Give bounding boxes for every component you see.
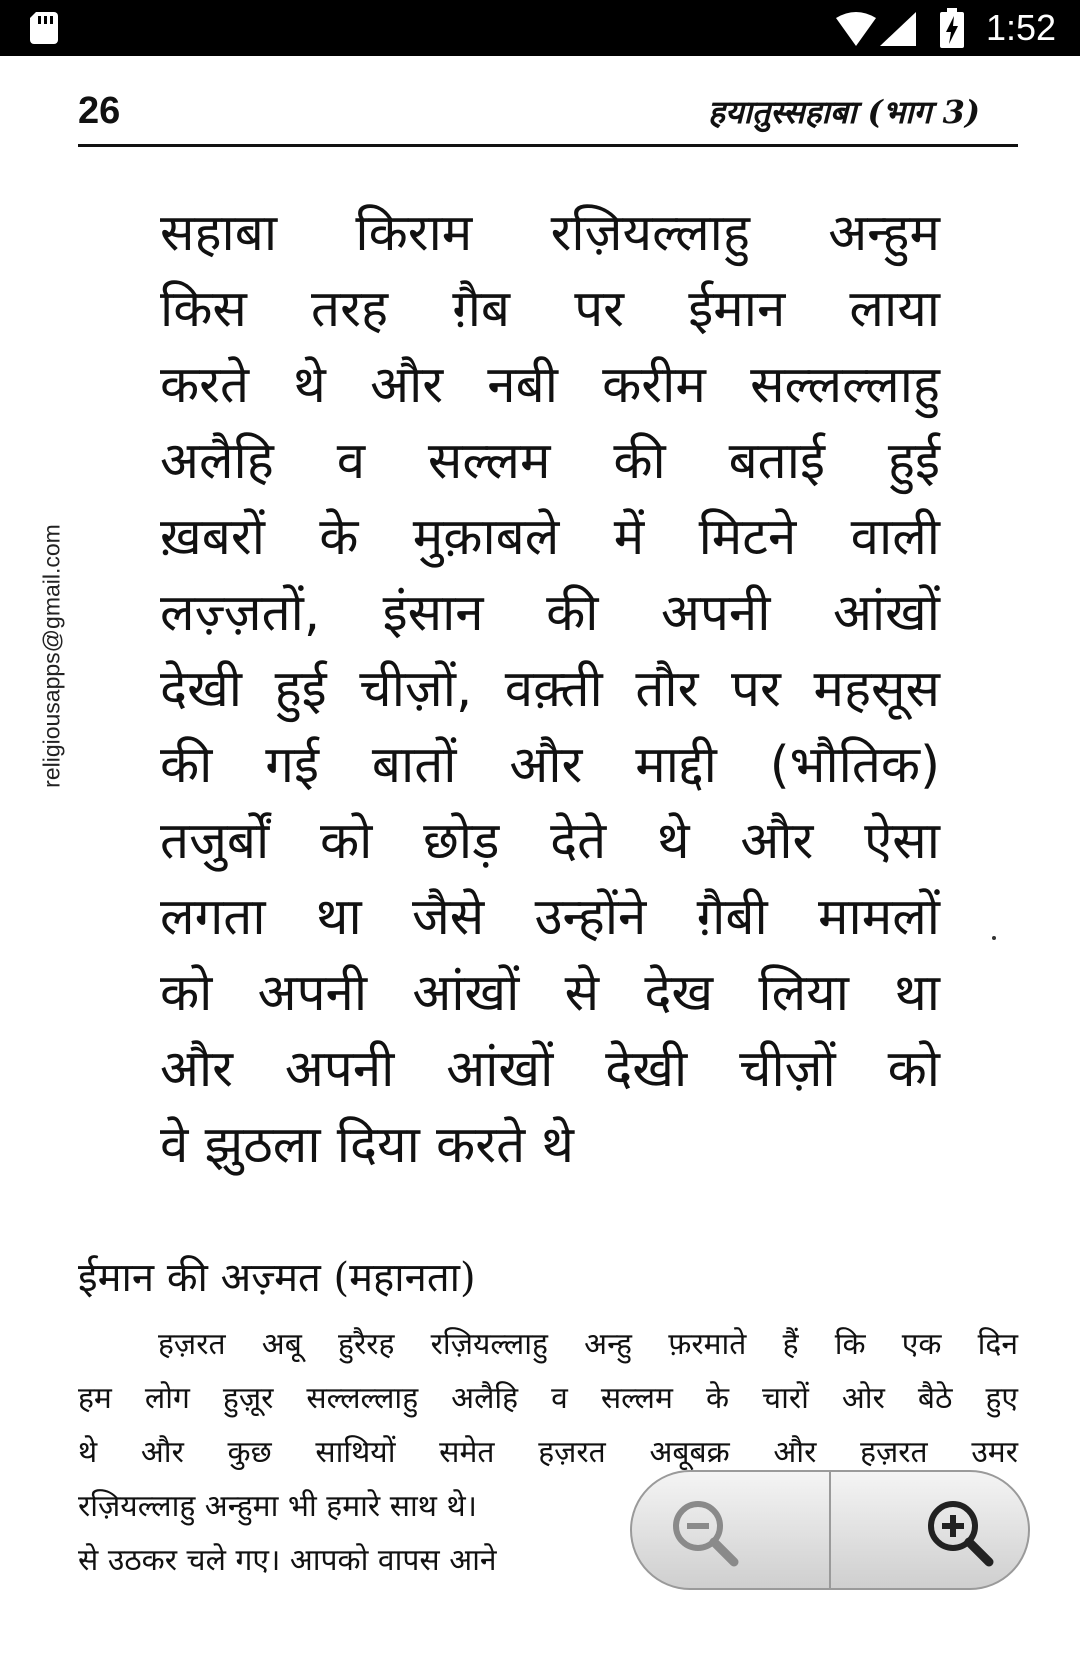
zoom-out-icon [668, 1496, 740, 1568]
header-rule [78, 144, 1018, 147]
watermark-email: religiousapps@gmail.com [38, 524, 65, 788]
signal-icon [880, 12, 916, 46]
quote-line: सहाबा किराम रज़ियल्लाहु अन्हुम [160, 204, 940, 263]
wifi-icon [836, 12, 876, 46]
document-page[interactable] [0, 56, 1080, 1658]
quote-line: किस तरह ग़ैब पर ईमान लाया [160, 280, 940, 339]
body-line: रज़ियल्लाहु अन्हुमा भी हमारे साथ थे। [78, 1489, 478, 1524]
quote-line: को अपनी आंखों से देख लिया था [160, 964, 940, 1023]
body-line: थे और कुछ साथियों समेत हज़रत अबूबक्र और हज़रत उमर [78, 1435, 1018, 1470]
quote-block [160, 196, 940, 1184]
body-line: हज़रत अबू हुरैरह रज़ियल्लाहु अन्हु फ़रमाते हैं कि एक दिन [158, 1327, 1018, 1362]
zoom-control [630, 1470, 1030, 1590]
quote-line: और अपनी आंखों देखी चीज़ों को [160, 1040, 940, 1099]
quote-line: लगता था जैसे उन्होंने ग़ैबी मामलों [160, 888, 940, 947]
quote-line: की गई बातों और माद्दी (भौतिक) [160, 736, 940, 795]
quote-line: वे झुठला दिया करते थे [160, 1116, 574, 1175]
zoom-in-button[interactable] [830, 1470, 1030, 1590]
zoom-out-button[interactable] [630, 1470, 830, 1590]
quote-line: लज़्ज़तों, इंसान की अपनी आंखों [160, 584, 940, 643]
status-bar [0, 0, 1080, 56]
running-head: हयातुस्सहाबा (भाग 3) [708, 93, 980, 131]
body-line: से उठकर चले गए। आपको वापस आने [78, 1543, 497, 1578]
section-title: ईमान की अज़्मत (महानता) [78, 1255, 476, 1301]
print-speck [992, 936, 996, 940]
sd-card-icon [30, 12, 60, 44]
status-time: 1:52 [986, 7, 1057, 48]
body-line: हम लोग हुज़ूर सल्लल्लाहु अलैहि व सल्लम के चारों ओर बैठे हुए [78, 1381, 1018, 1416]
quote-line: तजुर्बों को छोड़ देते थे और ऐसा [160, 812, 940, 871]
quote-line: अलैहि व सल्लम की बताई हुई [160, 432, 940, 491]
quote-line: ख़बरों के मुक़ाबले में मिटने वाली [160, 508, 940, 567]
zoom-in-icon [923, 1496, 995, 1568]
quote-line: करते थे और नबी करीम सल्लल्लाहु [160, 356, 940, 415]
battery-charging-icon [940, 8, 964, 48]
page-number: 26 [78, 90, 121, 132]
quote-line: देखी हुई चीज़ों, वक़्ती तौर पर महसूस [160, 660, 940, 719]
